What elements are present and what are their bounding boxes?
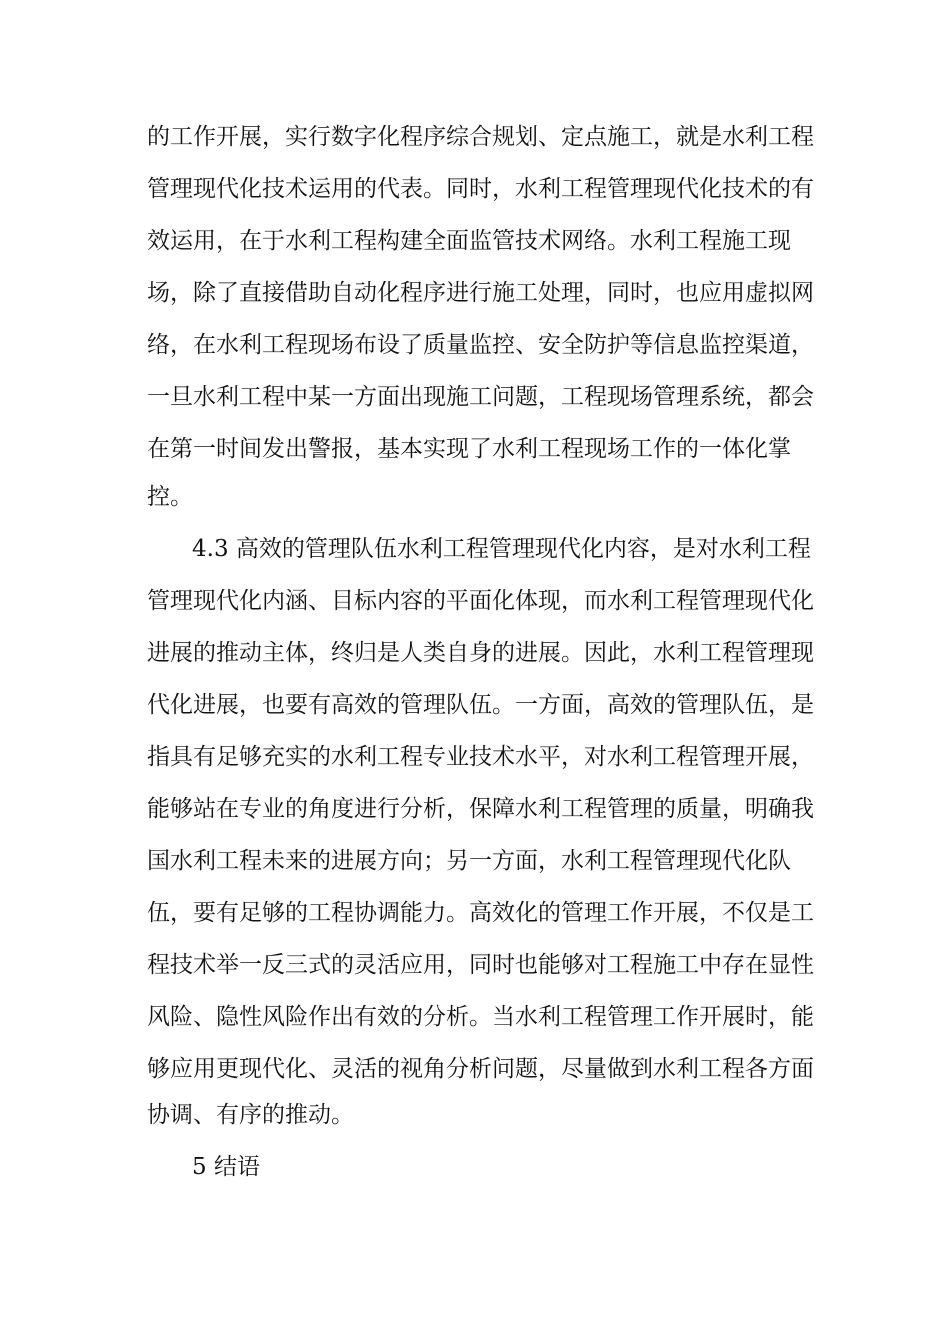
section-heading: 5 结语 [192, 1154, 260, 1180]
paragraph-2-line-7: 国水利工程未来的进展方向；另一方面，水利工程管理现代化队 [147, 848, 791, 874]
paragraph-1-line-8: 控。 [147, 484, 193, 510]
paragraph-1-line-7: 在第一时间发出警报，基本实现了水利工程现场工作的一体化掌 [147, 436, 791, 462]
paragraph-2-line-10: 风险、隐性风险作出有效的分析。当水利工程管理工作开展时，能 [147, 1004, 814, 1030]
paragraph-1-line-5: 络，在水利工程现场布设了质量监控、安全防护等信息监控渠道， [147, 332, 814, 358]
paragraph-2-line-6: 能够站在专业的角度进行分析，保障水利工程管理的质量，明确我 [147, 796, 814, 822]
paragraph-2-line-3: 进展的推动主体，终归是人类自身的进展。因此，水利工程管理现 [147, 640, 814, 666]
paragraph-2-line-8: 伍，要有足够的工程协调能力。高效化的管理工作开展，不仅是工 [147, 900, 814, 926]
paragraph-2-line-9: 程技术举一反三式的灵活应用，同时也能够对工程施工中存在显性 [147, 952, 814, 978]
paragraph-2-line-4: 代化进展，也要有高效的管理队伍。一方面，高效的管理队伍，是 [147, 692, 814, 718]
paragraph-1-line-6: 一旦水利工程中某一方面出现施工问题，工程现场管理系统，都会 [147, 384, 814, 410]
paragraph-1-line-3: 效运用，在于水利工程构建全面监管技术网络。水利工程施工现 [147, 228, 791, 254]
paragraph-1-line-4: 场，除了直接借助自动化程序进行施工处理，同时，也应用虚拟网 [147, 280, 814, 306]
paragraph-2-line-12: 协调、有序的推动。 [147, 1102, 354, 1128]
paragraph-2-line-5: 指具有足够充实的水利工程专业技术水平，对水利工程管理开展， [147, 744, 814, 770]
paragraph-1-line-2: 管理现代化技术运用的代表。同时，水利工程管理现代化技术的有 [147, 176, 814, 202]
paragraph-2-line-2: 管理现代化内涵、目标内容的平面化体现，而水利工程管理现代化 [147, 588, 814, 614]
paragraph-2-line-11: 够应用更现代化、灵活的视角分析问题，尽量做到水利工程各方面 [147, 1056, 814, 1082]
paragraph-2-line-1: 4.3 高效的管理队伍水利工程管理现代化内容，是对水利工程 [192, 536, 811, 562]
paragraph-1-line-1: 的工作开展，实行数字化程序综合规划、定点施工，就是水利工程 [147, 124, 814, 150]
